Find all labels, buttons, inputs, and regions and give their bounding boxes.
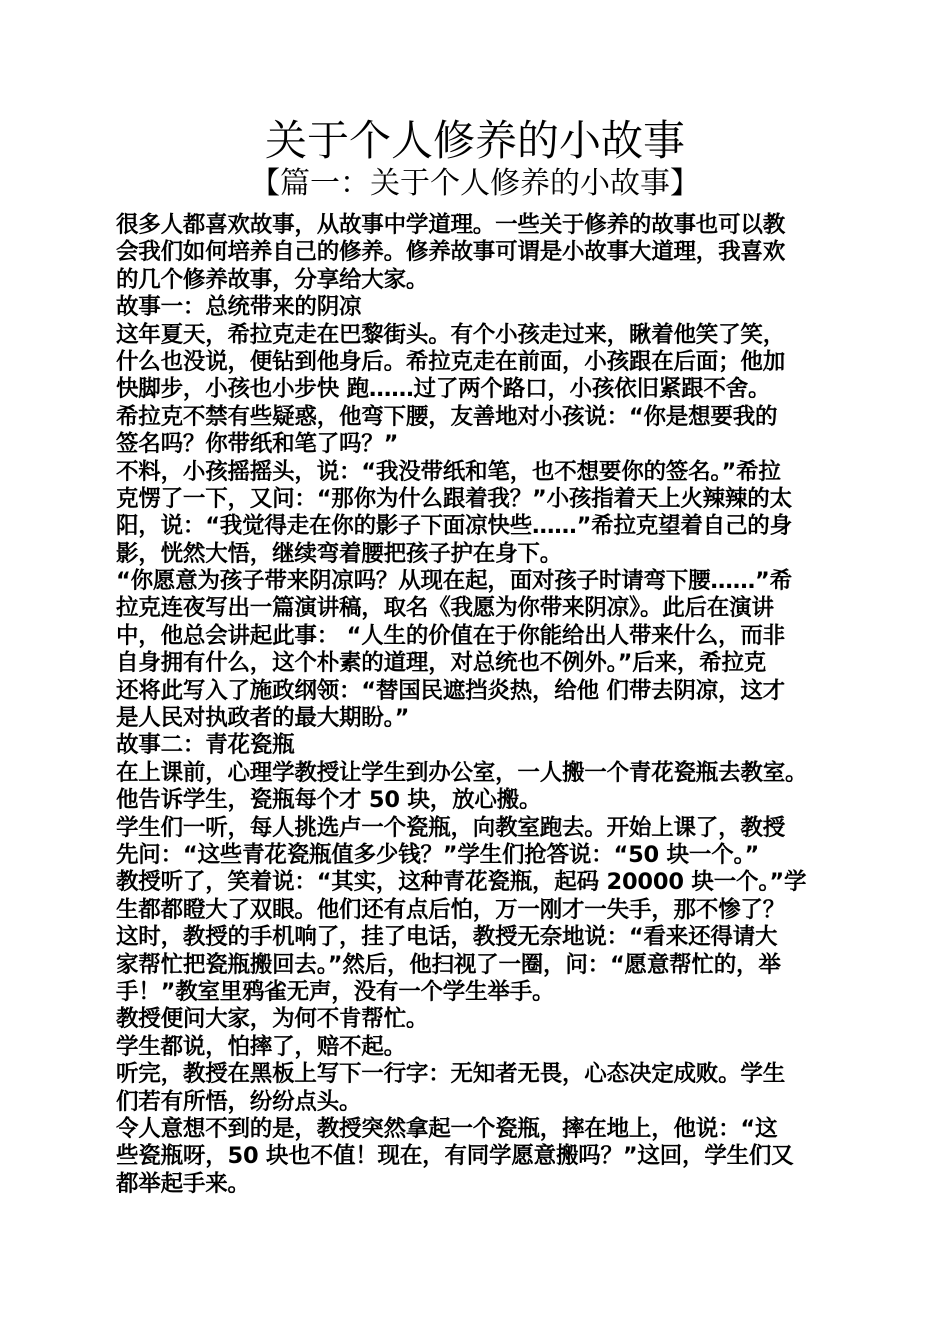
text-line: 什么也没说，便钻到他身后。希拉克走在前面，小孩跟在后面；他加 bbox=[116, 348, 786, 375]
text-line: 听完，教授在黑板上写下一行字：无知者无畏，心态决定成败。学生 bbox=[116, 1061, 786, 1088]
text-line: 签名吗？你带纸和笔了吗？” bbox=[116, 431, 399, 458]
text-line: 还将此写入了施政纲领：“替国民遮挡炎热，给他 们带去阴凉，这才 bbox=[116, 677, 785, 704]
text-line: 在上课前，心理学教授让学生到办公室，一人搬一个青花瓷瓶去教室。 bbox=[116, 759, 808, 786]
text-line: 阳，说：“我觉得走在你的影子下面凉快些……”希拉克望着自己的身 bbox=[116, 513, 792, 540]
text-line: 家帮忙把瓷瓶搬回去。”然后，他扫视了一圈，问：“愿意帮忙的，举 bbox=[116, 951, 781, 978]
text-line: 故事二：青花瓷瓶 bbox=[116, 732, 295, 759]
text-line: 这时，教授的手机响了，挂了电话，教授无奈地说：“看来还得请大 bbox=[116, 924, 778, 951]
text-line: 教授便问大家，为何不肯帮忙。 bbox=[116, 1006, 429, 1033]
text-line: 手！”教室里鸦雀无声，没有一个学生举手。 bbox=[116, 978, 555, 1005]
text-line: 故事一：总统带来的阴凉 bbox=[116, 294, 362, 321]
text-line: 教授听了，笑着说：“其实，这种青花瓷瓶，起码 20000 块一个。”学 bbox=[116, 869, 807, 896]
text-line: 们若有所悟，纷纷点头。 bbox=[116, 1088, 362, 1115]
text-line: 都举起手来。 bbox=[116, 1170, 250, 1197]
text-line: 克愣了一下，又问：“那你为什么跟着我？”小孩指着天上火辣辣的太 bbox=[116, 485, 792, 512]
text-line: 会我们如何培养自己的修养。修养故事可谓是小故事大道理，我喜欢 bbox=[116, 239, 786, 266]
text-line: 些瓷瓶呀，50 块也不值！现在，有同学愿意搬吗？”这回，学生们又 bbox=[116, 1143, 794, 1170]
document-title: 关于个人修养的小故事 bbox=[264, 116, 685, 165]
text-line: 是人民对执政者的最大期盼。” bbox=[116, 705, 410, 732]
text-line: 自身拥有什么，这个朴素的道理，对总统也不例外。”后来，希拉克 bbox=[116, 650, 767, 677]
text-line: “你愿意为孩子带来阴凉吗？从现在起，面对孩子时请弯下腰……”希 bbox=[116, 568, 792, 595]
text-line: 令人意想不到的是，教授突然拿起一个瓷瓶，摔在地上，他说：“这 bbox=[116, 1115, 778, 1142]
text-line: 学生们一听，每人挑选卢一个瓷瓶，向教室跑去。开始上课了，教授 bbox=[116, 814, 786, 841]
text-line: 拉克连夜写出一篇演讲稿，取名《我愿为你带来阴凉》。此后在演讲 bbox=[116, 595, 774, 622]
text-line: 他告诉学生，瓷瓶每个才 50 块，放心搬。 bbox=[116, 787, 542, 814]
document-body bbox=[116, 212, 846, 1198]
text-line: 这年夏天，希拉克走在巴黎街头。有个小孩走过来，瞅着他笑了笑， bbox=[116, 321, 786, 348]
text-line: 先问：“这些青花瓷瓶值多少钱？”学生们抢答说：“50 块一个。” bbox=[116, 841, 760, 868]
text-line: 影，恍然大悟，继续弯着腰把孩子护在身下。 bbox=[116, 540, 563, 567]
text-line: 学生都说，怕摔了，赔不起。 bbox=[116, 1033, 406, 1060]
text-line: 希拉克不禁有些疑惑，他弯下腰，友善地对小孩说：“你是想要我的 bbox=[116, 403, 778, 430]
document-subtitle: 【篇一：关于个人修养的小故事】 bbox=[250, 166, 700, 201]
text-line: 很多人都喜欢故事，从故事中学道理。一些关于修养的故事也可以教 bbox=[116, 212, 786, 238]
text-line: 的几个修养故事，分享给大家。 bbox=[116, 266, 429, 293]
text-line: 生都都瞪大了双眼。他们还有点后怕，万一刚才一失手，那不惨了？ bbox=[116, 896, 786, 923]
text-line: 不料，小孩摇摇头，说：“我没带纸和笔，也不想要你的签名。”希拉 bbox=[116, 458, 781, 485]
text-line: 快脚步，小孩也小步快 跑……过了两个路口，小孩依旧紧跟不舍。 bbox=[116, 376, 771, 403]
text-line: 中，他总会讲起此事： “人生的价值在于你能给出人带来什么，而非 bbox=[116, 622, 785, 649]
